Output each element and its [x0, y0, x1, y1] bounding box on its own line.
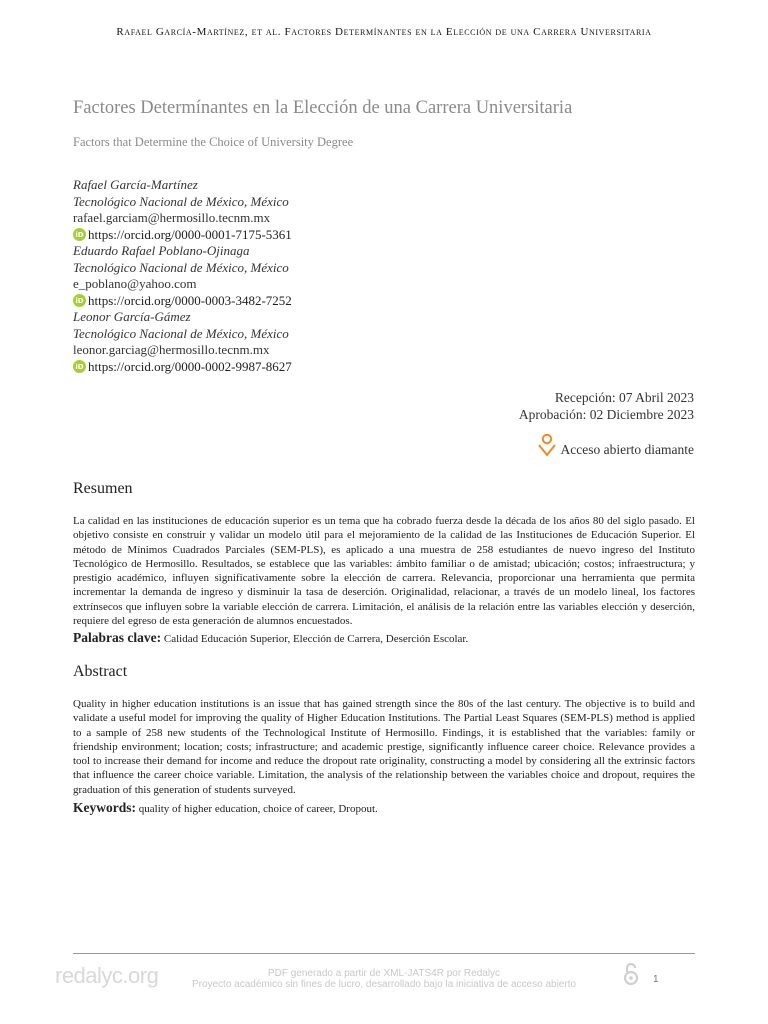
author-name: Leonor García-Gámez	[73, 309, 191, 324]
author-institution: Tecnológico Nacional de México, México	[73, 259, 289, 275]
palabras-clave-label: Palabras clave:	[73, 630, 162, 645]
page-number: 1	[653, 974, 659, 985]
resumen-heading: Resumen	[73, 480, 133, 497]
keywords	[73, 800, 695, 816]
running-head: Rafael García-Martínez, et al. Factores Determínantes en la Elección de una Carrera Universitaria	[116, 26, 652, 38]
author-block	[73, 243, 493, 309]
author-block	[73, 309, 493, 375]
orcid-url[interactable]: https://orcid.org/0000-0002-9987-8627	[88, 358, 292, 374]
footer-divider	[73, 953, 695, 954]
orcid-link[interactable]	[73, 359, 493, 376]
open-access-badge[interactable]	[537, 432, 694, 458]
redalyc-logo[interactable]: redalyc.org	[55, 963, 159, 988]
palabras-clave	[73, 630, 695, 646]
orcid-url[interactable]: https://orcid.org/0000-0003-3482-7252	[88, 292, 292, 308]
author-email[interactable]: rafael.garciam@hermosillo.tecnm.mx	[73, 210, 271, 225]
received-date: Recepción: 07 Abril 2023	[554, 390, 694, 405]
author-institution: Tecnológico Nacional de México, México	[73, 325, 289, 341]
orcid-link[interactable]	[73, 227, 493, 244]
author-block	[73, 177, 493, 243]
author-email[interactable]: e_poblano@yahoo.com	[73, 276, 197, 291]
orcid-icon: iD	[73, 294, 86, 307]
abstract-text: Quality in higher education institutions is an issue that has gained strength since the 80s of the last century. The objective is to build and validate a useful model for improving the quality of Higher Education Institutions. The Partial Least Squares (SEM-PLS) method is applied to a sample of 258 new students of the Technological Institute of Hermosillo. Findings, it is established that the variables: family or friendship environment; location; costs; infrastructure; and academic prestige, significantly influence career choice. Relevance provides a tool to increase their demand for income and reduce the dropout rate originality, constructing a model by considering all the extrinsic factors that influence the career choice variable. Limitation, the analysis of the relationship between the variables choice and dropout, requires the graduation of this generation of students surveyed.	[73, 698, 695, 796]
palabras-clave-values: Calidad Educación Superior, Elección de Carrera, Deserción Escolar.	[163, 633, 469, 645]
article-title: Factores Determínantes en la Elección de una Carrera Universitaria	[73, 98, 573, 118]
orcid-icon: iD	[73, 228, 86, 241]
orcid-link[interactable]	[73, 293, 493, 310]
footer-line-1: PDF generado a partir de XML-JATS4R por Redalyc	[267, 968, 501, 979]
article-dates	[519, 389, 694, 423]
open-access-lock-icon	[622, 962, 640, 986]
open-access-label: Acceso abierto diamante	[560, 442, 694, 457]
author-email[interactable]: leonor.garciag@hermosillo.tecnm.mx	[73, 342, 270, 357]
abstract-heading: Abstract	[73, 663, 128, 680]
orcid-url[interactable]: https://orcid.org/0000-0001-7175-5361	[88, 226, 292, 242]
keywords-values: quality of higher education, choice of career, Dropout.	[138, 803, 378, 815]
diamond-open-access-icon	[537, 432, 557, 458]
footer-line-2: Proyecto académico sin fines de lucro, desarrollado bajo la iniciativa de acceso abierto	[191, 979, 577, 990]
keywords-label: Keywords:	[73, 800, 136, 815]
article-subtitle: Factors that Determine the Choice of University Degree	[73, 135, 354, 149]
author-name: Eduardo Rafael Poblano-Ojinaga	[73, 243, 250, 258]
author-name: Rafael García-Martínez	[73, 177, 198, 192]
author-list	[73, 177, 493, 375]
approved-date: Aprobación: 02 Diciembre 2023	[518, 407, 694, 422]
resumen-text: La calidad en las instituciones de educación superior es un tema que ha cobrado fuerza desde la década de los años 80 del siglo pasado. El objetivo consiste en construir y validar un modelo útil para el mejoramiento de la calidad de las Instituciones de Educación Superior. El método de Mínimos Cuadrados Parciales (SEM-PLS), es aplicado a una muestra de 258 estudiantes de nuevo ingreso del Instituto Tecnológico de Hermosillo. Resultados, se establece que las variables: ámbito familiar o de amistad; ubicación; costos; infraestructura; y prestigio académico, influyen significativamente sobre la elección de carrera. Relevancia, proporcionar una herramienta que permita incrementar la demanda de ingreso y disminuir la tasa de deserción. Originalidad, relacionar, a través de un modelo lineal, los factores extrínsecos que influyen sobre la variable elección de carrera. Limitación, el análisis de la relación entre las variables elección y deserción, requiere del egreso de esta generación de alumnos encuestados.	[73, 515, 695, 628]
orcid-icon: iD	[73, 360, 86, 373]
author-institution: Tecnológico Nacional de México, México	[73, 193, 289, 209]
